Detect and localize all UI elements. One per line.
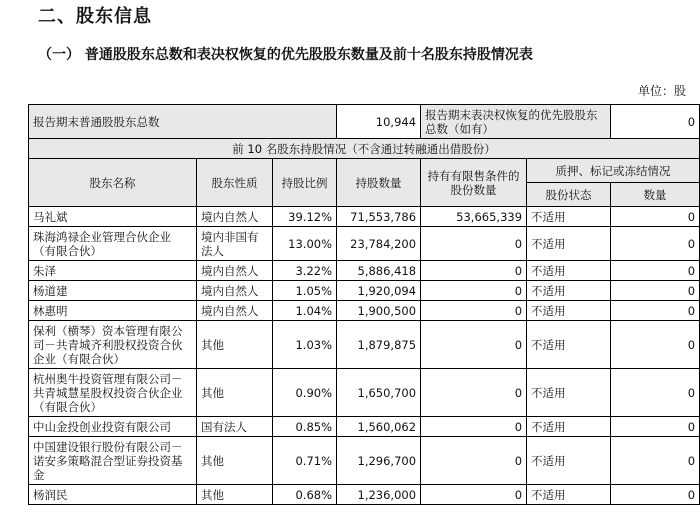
shareholder-table — [28, 104, 700, 505]
holding-ratio: 13.00% — [273, 227, 337, 261]
table-row — [29, 369, 700, 417]
holding-qty: 1,920,094 — [337, 281, 421, 301]
holding-qty: 1,879,875 — [337, 321, 421, 369]
summary-row — [29, 105, 700, 139]
shareholder-name: 杨道建 — [29, 281, 197, 301]
shareholder-name: 林惠明 — [29, 301, 197, 321]
shareholder-name: 杭州奥牛投资管理有限公司－共青城慧星股权投资合伙企业（有限合伙） — [29, 369, 197, 417]
holding-ratio: 0.71% — [273, 437, 337, 485]
pledge-status: 不适用 — [527, 301, 611, 321]
table-row — [29, 321, 700, 369]
holding-ratio: 39.12% — [273, 207, 337, 227]
pledge-qty: 0 — [611, 207, 700, 227]
restricted-qty: 0 — [421, 321, 527, 369]
shareholder-name: 中国建设银行股份有限公司－诺安多策略混合型证券投资基金 — [29, 437, 197, 485]
holding-qty: 1,296,700 — [337, 437, 421, 485]
pledge-status: 不适用 — [527, 369, 611, 417]
holding-ratio: 1.03% — [273, 321, 337, 369]
common-holders-value: 10,944 — [337, 105, 421, 139]
shareholder-nature: 境内自然人 — [197, 207, 273, 227]
table-row — [29, 417, 700, 437]
holding-qty: 1,650,700 — [337, 369, 421, 417]
header-pledge-status: 股份状态 — [527, 183, 611, 207]
table-row — [29, 485, 700, 505]
pledge-status: 不适用 — [527, 417, 611, 437]
shareholder-nature: 境内非国有法人 — [197, 227, 273, 261]
header-qty: 持股数量 — [337, 159, 421, 207]
pledge-qty: 0 — [611, 321, 700, 369]
restricted-qty: 0 — [421, 281, 527, 301]
pledge-qty: 0 — [611, 369, 700, 417]
subsection-title: （一） 普通股股东总数和表决权恢复的优先股股东数量及前十名股东持股情况表 — [38, 47, 533, 63]
restricted-qty: 53,665,339 — [421, 207, 527, 227]
shareholder-nature: 国有法人 — [197, 417, 273, 437]
pledge-status: 不适用 — [527, 281, 611, 301]
shareholder-table-container — [28, 104, 699, 505]
shareholder-nature: 境内自然人 — [197, 301, 273, 321]
shareholder-name: 朱泽 — [29, 261, 197, 281]
pledge-status: 不适用 — [527, 437, 611, 485]
unit-label: 单位：股 — [637, 84, 686, 98]
top10-caption: 前 10 名股东持股情况（不含通过转融通出借股份） — [29, 139, 700, 159]
pledge-qty: 0 — [611, 227, 700, 261]
header-pledge-group: 质押、标记或冻结情况 — [527, 159, 700, 183]
pref-holders-label: 报告期末表决权恢复的优先股股东总数（如有） — [421, 105, 611, 139]
header-pledge-qty: 数量 — [611, 183, 700, 207]
shareholder-nature: 其他 — [197, 321, 273, 369]
shareholder-nature: 境内自然人 — [197, 261, 273, 281]
restricted-qty: 0 — [421, 417, 527, 437]
table-row — [29, 437, 700, 485]
holding-ratio: 0.85% — [273, 417, 337, 437]
holding-ratio: 1.04% — [273, 301, 337, 321]
shareholder-name: 珠海鸿禄企业管理合伙企业（有限合伙） — [29, 227, 197, 261]
pledge-status: 不适用 — [527, 261, 611, 281]
restricted-qty: 0 — [421, 227, 527, 261]
table-row — [29, 227, 700, 261]
header-restricted: 持有有限售条件的股份数量 — [421, 159, 527, 207]
table-row — [29, 301, 700, 321]
shareholder-nature: 其他 — [197, 437, 273, 485]
holding-qty: 23,784,200 — [337, 227, 421, 261]
header-nature: 股东性质 — [197, 159, 273, 207]
table-row — [29, 261, 700, 281]
header-name: 股东名称 — [29, 159, 197, 207]
header-ratio: 持股比例 — [273, 159, 337, 207]
section-title: 二、股东信息 — [38, 6, 152, 27]
holding-qty: 1,560,062 — [337, 417, 421, 437]
holding-ratio: 0.90% — [273, 369, 337, 417]
restricted-qty: 0 — [421, 301, 527, 321]
table-row — [29, 281, 700, 301]
table-row — [29, 207, 700, 227]
holding-qty: 1,900,500 — [337, 301, 421, 321]
holding-qty: 5,886,418 — [337, 261, 421, 281]
shareholder-name: 中山金投创业投资有限公司 — [29, 417, 197, 437]
pledge-qty: 0 — [611, 417, 700, 437]
shareholder-name: 马礼斌 — [29, 207, 197, 227]
pledge-status: 不适用 — [527, 485, 611, 505]
shareholder-name: 杨润民 — [29, 485, 197, 505]
common-holders-label: 报告期末普通股股东总数 — [29, 105, 337, 139]
pledge-qty: 0 — [611, 281, 700, 301]
shareholder-name: 保利（横琴）资本管理有限公司－共青城齐利股权投资合伙企业（有限合伙） — [29, 321, 197, 369]
pledge-qty: 0 — [611, 301, 700, 321]
top10-caption-row — [29, 139, 700, 159]
pledge-status: 不适用 — [527, 227, 611, 261]
pledge-qty: 0 — [611, 437, 700, 485]
restricted-qty: 0 — [421, 437, 527, 485]
header-row-1 — [29, 159, 700, 183]
pledge-status: 不适用 — [527, 321, 611, 369]
restricted-qty: 0 — [421, 485, 527, 505]
shareholder-nature: 境内自然人 — [197, 281, 273, 301]
holding-qty: 71,553,786 — [337, 207, 421, 227]
holding-ratio: 0.68% — [273, 485, 337, 505]
restricted-qty: 0 — [421, 261, 527, 281]
holding-ratio: 3.22% — [273, 261, 337, 281]
holding-ratio: 1.05% — [273, 281, 337, 301]
pledge-qty: 0 — [611, 485, 700, 505]
restricted-qty: 0 — [421, 369, 527, 417]
shareholder-nature: 其他 — [197, 369, 273, 417]
pref-holders-value: 0 — [611, 105, 700, 139]
pledge-status: 不适用 — [527, 207, 611, 227]
holding-qty: 1,236,000 — [337, 485, 421, 505]
pledge-qty: 0 — [611, 261, 700, 281]
shareholder-nature: 其他 — [197, 485, 273, 505]
